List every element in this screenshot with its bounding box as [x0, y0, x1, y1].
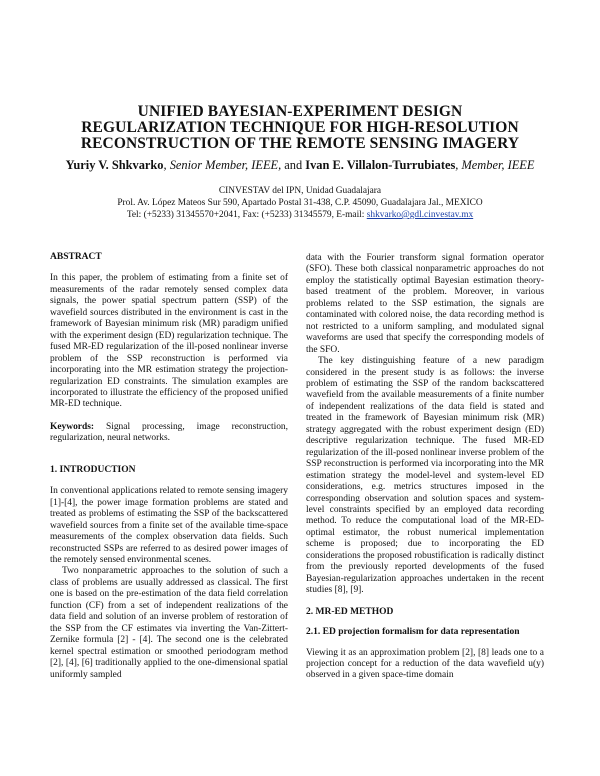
intro-paragraph-2: Two nonparametric approaches to the solution of such a class of problems are usually addressed as classical. The first one is based on the pre-estimation of the data field correlation function (CF) from a set of independent realizations of the data field and solution of an inverse problem of restoration of the SSP from the CF estimates via inverting the Van-Zittert-Zernike formula [2] - [4]. The second one is the celebrated kernel spectral estimation or smoothed periodogram method [2], [4], [6] traditionally applied to the one-dimensional spatial uniformly sampled — [50, 566, 288, 680]
abstract-heading: ABSTRACT — [50, 252, 102, 262]
abstract-text: In this paper, the problem of estimating from a finite set of measurements of the radar remotely sensed complex data signals, the power spatial spectrum pattern (SSP) of the wavefield sources distributed in the environment is cast in the framework of Bayesian minimum risk (MR) paradigm unified with the experiment design (ED) regularization technique. The fused MR-ED regularization of the ill-posed nonlinear inverse problem of the SSP reconstruction is performed via incorporating into the MR estimation strategy the projection-regularization ED constraints. The simulation examples are incorporated to illustrate the efficiency of the proposed unified MR-ED technique. — [50, 273, 288, 410]
right-paragraph-2: The key distinguishing feature of a new paradigm considered in the present study is as follows: the inverse problem of estimating the SSP of the random backscattered wavefield from the available measurements of a finite number of independent realizations of the data field is stated and treated in the framework of Bayesian minimum risk (MR) strategy aggregated with the robust experiment design (ED) descriptive regularization technique. The fused MR-ED regularization of the ill-posed nonlinear inverse problem of the SSP reconstruction is performed via incorporating into the MR estimation strategy the model-level and system-level ED considerations, e.g. metrics structures imposed in the corresponding observation and solution spaces and system-level constraints specified by an employed data recording method. To reduce the computational load of the MR-ED-optimal estimator, the robust numerical implementation scheme is proposed; due to incorporating the ED considerations the proposed robustification is radically distinct from the previously reported developments of the fused Bayesian-regularization approaches undertaken in the recent studies [8], [9]. — [306, 356, 544, 596]
author-line — [0, 158, 600, 173]
intro-paragraph-1: In conventional applications related to remote sensing imagery [1]-[4], the power image formation problems are stated and treated as problems of estimating the SSP of the backscattered wavefield sources from a finite set of the available time-space measurements of the complex observation data fields. Such reconstructed SSPs are referred to as desired power images of the remotely sensed environmental scenes. — [50, 486, 288, 565]
right-paragraph-3: Viewing it as an approximation problem [2], [8] leads one to a projection concept for a reduction of the data wavefield u(y) observed in a given space-time domain — [306, 647, 544, 681]
email-link[interactable]: shkvarko@gdl.cinvestav.mx — [366, 210, 474, 220]
subsection-heading: 2.1. ED projection formalism for data representation — [306, 627, 520, 638]
left-column — [50, 252, 288, 681]
affiliation-contact — [0, 209, 600, 221]
author-1-name: Yuriy V. Shkvarko — [65, 158, 164, 172]
affiliation-institution: CINVESTAV del IPN, Unidad Guadalajara — [218, 186, 382, 196]
title-line: REGULARIZATION TECHNIQUE FOR HIGH-RESOLUTION — [81, 119, 519, 136]
affiliation-block — [0, 185, 600, 221]
author-2-name: Ivan E. Villalon-Turrubiates — [305, 158, 456, 172]
paper-title — [0, 104, 600, 152]
keywords-label: Keywords: — [50, 421, 95, 432]
right-paragraph-1: data with the Fourier transform signal formation operator (SFO). These both classical nonparametric approaches do not employ the statistically optimal Bayesian estimation theory-based treatment of the problem. Moreover, in various problems related to the SSP estimation, the signals are contaminated with colored noise, the data recording method is not restricted to a uniform sampling, and modulated signal waveforms are used that specify the corresponding models of the SFO. — [306, 253, 544, 355]
author-1-role: , Senior Member, IEEE, — [163, 158, 282, 172]
intro-heading: 1. INTRODUCTION — [50, 464, 136, 475]
author-conjunction: and — [281, 158, 306, 172]
right-column — [306, 253, 544, 682]
title-line: UNIFIED BAYESIAN-EXPERIMENT DESIGN — [137, 103, 463, 120]
affiliation-address: Prol. Av. López Mateos Sur 590, Apartado Postal 31-438, C.P. 45090, Guadalajara Jal., MEXICO — [117, 198, 483, 208]
author-2-role: , Member, IEEE — [455, 158, 535, 172]
keywords — [50, 422, 288, 445]
method-heading: 2. MR-ED METHOD — [306, 606, 394, 617]
keywords-text: Signal processing, image reconstruction, regularization, neural networks. — [50, 421, 288, 444]
title-line: RECONSTRUCTION OF THE REMOTE SENSING IMAGERY — [80, 135, 520, 152]
contact-phone-fax: Tel: (+5233) 31345570+2041, Fax: (+5233) 31345579, E-mail: — [126, 210, 367, 220]
